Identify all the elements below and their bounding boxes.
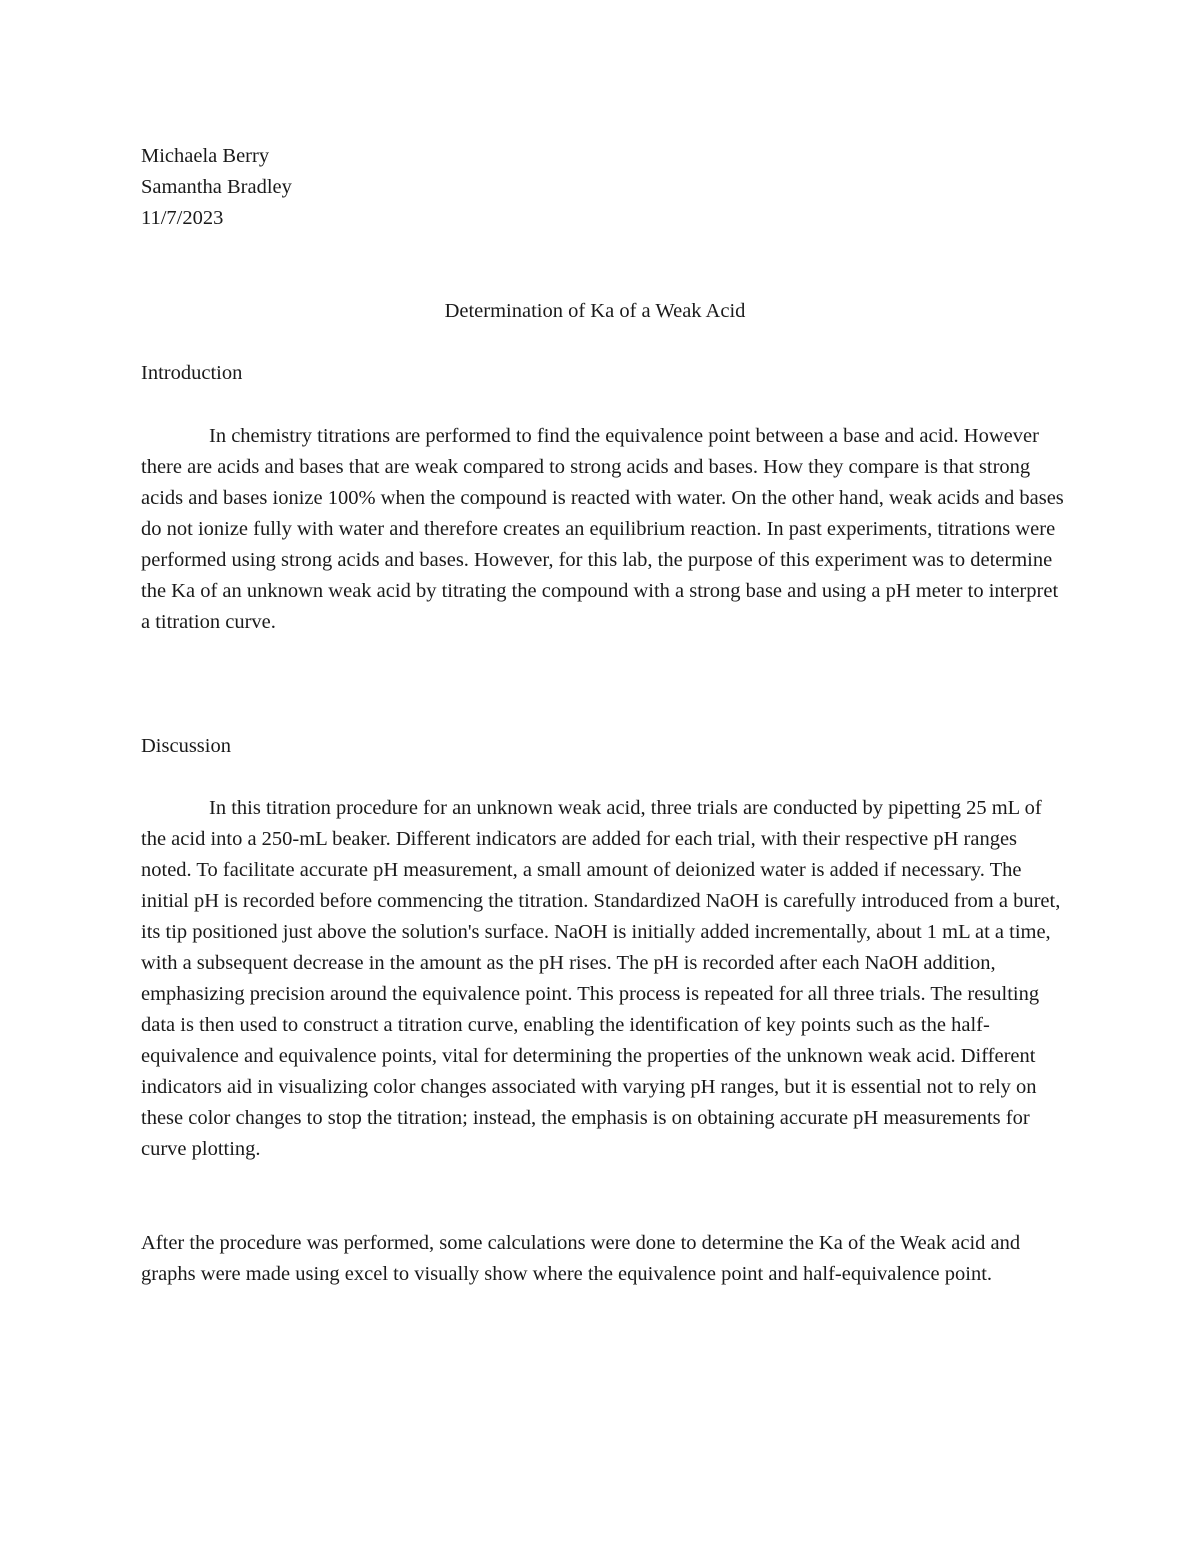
discussion-heading: Discussion bbox=[141, 735, 231, 757]
discussion-paragraph-1: In this titration procedure for an unknown weak acid, three trials are conducted by pipetting 25 mL of the acid into a 250-mL beaker. Different indicators are added for each trial, with their respective pH ranges noted. To facilitate accurate pH measurement, a small amount of deionized water is added if necessary. The initial pH is recorded before commencing the titration. Standardized NaOH is carefully introduced from a buret, its tip positioned just above the solution's surface. NaOH is initially added incrementally, about 1 mL at a time, with a subsequent decrease in the amount as the pH rises. The pH is recorded after each NaOH addition, emphasizing precision around the equivalence point. This process is repeated for all three trials. The resulting data is then used to construct a titration curve, enabling the identification of key points such as the half-equivalence and equivalence points, vital for determining the properties of the unknown weak acid. Different indicators aid in visualizing color changes associated with varying pH ranges, but it is essential not to rely on these color changes to stop the titration; instead, the emphasis is on obtaining accurate pH measurements for curve plotting. bbox=[141, 797, 1061, 1160]
report-date: 11/7/2023 bbox=[141, 207, 224, 229]
discussion-paragraph-2: After the procedure was performed, some calculations were done to determine the Ka of the Weak acid and graphs were made using excel to visually show where the equivalence point and half-equivalence point. bbox=[141, 1232, 1021, 1285]
introduction-paragraph: In chemistry titrations are performed to find the equivalence point between a base and acid. However there are acids and bases that are weak compared to strong acids and bases. How they compare is that strong acids and bases ionize 100% when the compound is reacted with water. On the other hand, weak acids and bases do not ionize fully with water and therefore creates an equilibrium reaction. In past experiments, titrations were performed using strong acids and bases. However, for this lab, the purpose of this experiment was to determine the Ka of an unknown weak acid by titrating the compound with a strong base and using a pH meter to interpret a titration curve. bbox=[141, 425, 1064, 633]
author-name-2: Samantha Bradley bbox=[141, 176, 292, 198]
author-name-1: Michaela Berry bbox=[141, 145, 270, 167]
introduction-heading: Introduction bbox=[141, 362, 243, 384]
document-title: Determination of Ka of a Weak Acid bbox=[444, 300, 746, 322]
